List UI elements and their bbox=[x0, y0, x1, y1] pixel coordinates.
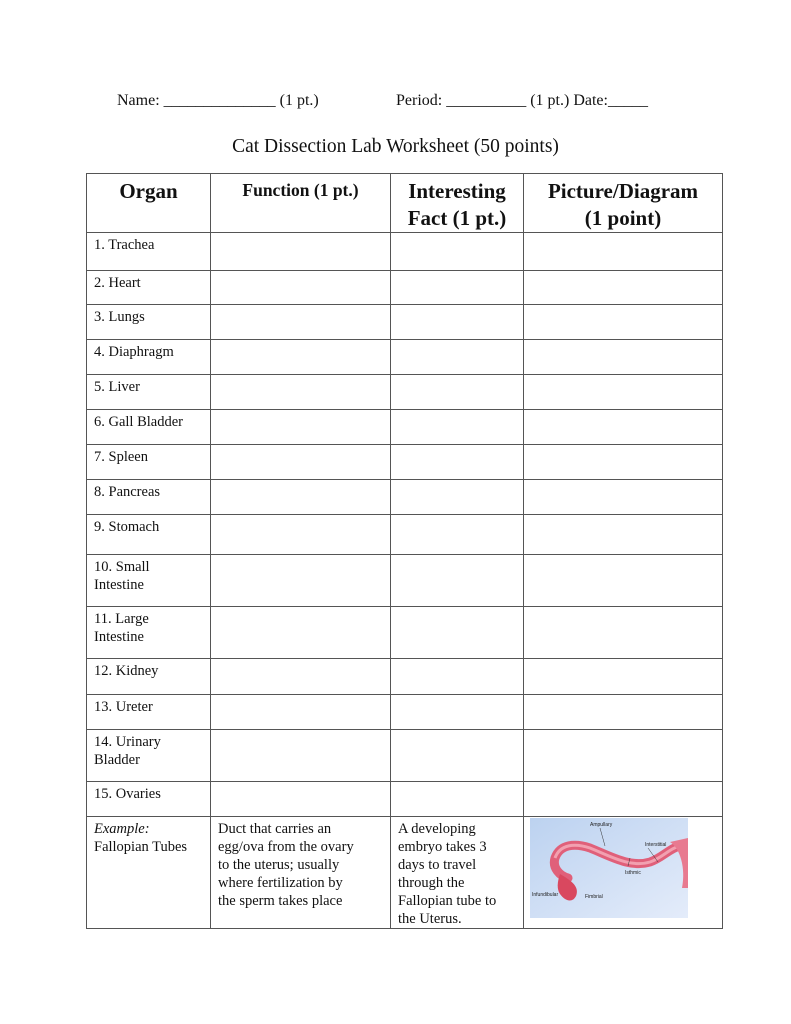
example-function-line: egg/ova from the ovary bbox=[218, 839, 354, 855]
organ-cell bbox=[87, 410, 211, 445]
organ-label: 8. Pancreas bbox=[94, 484, 161, 500]
example-fact-line: A developing bbox=[398, 821, 476, 837]
fact-answer-cell[interactable] bbox=[391, 445, 524, 480]
example-row bbox=[87, 817, 723, 929]
fact-answer-cell[interactable] bbox=[391, 659, 524, 695]
organ-label: 12. Kidney bbox=[94, 663, 159, 679]
fallopian-tube-diagram bbox=[530, 818, 688, 918]
organ-label: 11. Large bbox=[94, 611, 149, 627]
table-row bbox=[87, 730, 723, 782]
table-row bbox=[87, 340, 723, 375]
organ-label: 3. Lungs bbox=[94, 309, 145, 325]
diagram-label: Infundibular bbox=[532, 892, 559, 898]
example-label: Example: bbox=[94, 821, 150, 837]
organ-cell bbox=[87, 730, 211, 782]
table-row bbox=[87, 445, 723, 480]
fact-answer-cell[interactable] bbox=[391, 555, 524, 607]
organ-label: 14. Urinary bbox=[94, 734, 161, 750]
function-answer-cell[interactable] bbox=[211, 730, 391, 782]
diagram-label: Interstitial bbox=[645, 842, 667, 848]
example-function-line: where fertilization by bbox=[218, 875, 343, 891]
organ-cell bbox=[87, 271, 211, 305]
picture-answer-cell[interactable] bbox=[524, 607, 723, 659]
fact-answer-cell[interactable] bbox=[391, 480, 524, 515]
example-fact-cell bbox=[391, 817, 524, 929]
picture-answer-cell[interactable] bbox=[524, 555, 723, 607]
picture-answer-cell[interactable] bbox=[524, 480, 723, 515]
fact-answer-cell[interactable] bbox=[391, 515, 524, 555]
table-row bbox=[87, 480, 723, 515]
function-answer-cell[interactable] bbox=[211, 375, 391, 410]
function-answer-cell[interactable] bbox=[211, 782, 391, 817]
page-title: Cat Dissection Lab Worksheet (50 points) bbox=[232, 136, 559, 157]
organ-cell bbox=[87, 375, 211, 410]
fact-answer-cell[interactable] bbox=[391, 782, 524, 817]
table-row bbox=[87, 607, 723, 659]
table-row bbox=[87, 305, 723, 340]
example-fact-line: the Uterus. bbox=[398, 911, 462, 927]
table-row bbox=[87, 271, 723, 305]
organ-label: 6. Gall Bladder bbox=[94, 414, 183, 430]
picture-answer-cell[interactable] bbox=[524, 410, 723, 445]
example-fact-line: embryo takes 3 bbox=[398, 839, 487, 855]
organ-cell bbox=[87, 340, 211, 375]
function-answer-cell[interactable] bbox=[211, 271, 391, 305]
col-header-organ: Organ bbox=[87, 174, 211, 233]
function-answer-cell[interactable] bbox=[211, 445, 391, 480]
table-row bbox=[87, 782, 723, 817]
organ-label: 2. Heart bbox=[94, 275, 141, 291]
example-function-cell bbox=[211, 817, 391, 929]
picture-answer-cell[interactable] bbox=[524, 375, 723, 410]
table-row bbox=[87, 375, 723, 410]
organ-cell bbox=[87, 695, 211, 730]
example-organ-cell bbox=[87, 817, 211, 929]
organ-label: 1. Trachea bbox=[94, 237, 155, 253]
table-row bbox=[87, 695, 723, 730]
picture-answer-cell[interactable] bbox=[524, 782, 723, 817]
diagram-label: Isthmic bbox=[625, 870, 641, 876]
organ-label: 10. Small bbox=[94, 559, 150, 575]
organ-cell bbox=[87, 233, 211, 271]
organ-label-line2: Intestine bbox=[94, 629, 144, 645]
organ-label-line2: Intestine bbox=[94, 577, 144, 593]
function-answer-cell[interactable] bbox=[211, 515, 391, 555]
function-answer-cell[interactable] bbox=[211, 695, 391, 730]
fact-answer-cell[interactable] bbox=[391, 340, 524, 375]
picture-answer-cell[interactable] bbox=[524, 340, 723, 375]
organ-label: 13. Ureter bbox=[94, 699, 153, 715]
function-answer-cell[interactable] bbox=[211, 555, 391, 607]
organ-label: 4. Diaphragm bbox=[94, 344, 174, 360]
fact-answer-cell[interactable] bbox=[391, 695, 524, 730]
period-date-field-label: Period: __________ (1 pt.) Date:_____ bbox=[396, 92, 648, 109]
function-answer-cell[interactable] bbox=[211, 305, 391, 340]
name-field-label: Name: ______________ (1 pt.) bbox=[117, 92, 319, 109]
function-answer-cell[interactable] bbox=[211, 659, 391, 695]
example-fact-line: Fallopian tube to bbox=[398, 893, 497, 909]
function-answer-cell[interactable] bbox=[211, 480, 391, 515]
diagram-label: Ampullary bbox=[590, 822, 613, 828]
diagram-label: Fimbrial bbox=[585, 894, 603, 900]
fact-answer-cell[interactable] bbox=[391, 607, 524, 659]
picture-answer-cell[interactable] bbox=[524, 233, 723, 271]
fact-answer-cell[interactable] bbox=[391, 233, 524, 271]
function-answer-cell[interactable] bbox=[211, 233, 391, 271]
organ-label-line2: Bladder bbox=[94, 752, 140, 768]
example-picture-cell bbox=[524, 817, 723, 929]
fact-answer-cell[interactable] bbox=[391, 305, 524, 340]
fact-answer-cell[interactable] bbox=[391, 271, 524, 305]
organ-label: 9. Stomach bbox=[94, 519, 160, 535]
organ-label: 7. Spleen bbox=[94, 449, 148, 465]
example-organ: Fallopian Tubes bbox=[94, 839, 188, 855]
col-header-fact: Interesting Fact (1 pt.) bbox=[391, 174, 524, 233]
table-row bbox=[87, 233, 723, 271]
picture-answer-cell[interactable] bbox=[524, 445, 723, 480]
picture-answer-cell[interactable] bbox=[524, 730, 723, 782]
example-fact-line: through the bbox=[398, 875, 465, 891]
table-row bbox=[87, 410, 723, 445]
organ-cell bbox=[87, 607, 211, 659]
organ-cell bbox=[87, 515, 211, 555]
header-row bbox=[87, 174, 723, 233]
picture-answer-cell[interactable] bbox=[524, 271, 723, 305]
organ-cell bbox=[87, 555, 211, 607]
picture-answer-cell[interactable] bbox=[524, 659, 723, 695]
organ-label: 5. Liver bbox=[94, 379, 140, 395]
example-function-line: the sperm takes place bbox=[218, 893, 343, 909]
fact-answer-cell[interactable] bbox=[391, 410, 524, 445]
example-fact-line: days to travel bbox=[398, 857, 477, 873]
function-answer-cell[interactable] bbox=[211, 410, 391, 445]
table-row bbox=[87, 555, 723, 607]
picture-answer-cell[interactable] bbox=[524, 695, 723, 730]
table-row bbox=[87, 659, 723, 695]
worksheet-table bbox=[86, 173, 723, 929]
organ-cell bbox=[87, 480, 211, 515]
organ-label: 15. Ovaries bbox=[94, 786, 161, 802]
col-header-picture: Picture/Diagram (1 point) bbox=[524, 174, 723, 233]
organ-cell bbox=[87, 445, 211, 480]
organ-cell bbox=[87, 782, 211, 817]
function-answer-cell[interactable] bbox=[211, 607, 391, 659]
example-function-line: Duct that carries an bbox=[218, 821, 332, 837]
organ-cell bbox=[87, 305, 211, 340]
col-header-function: Function (1 pt.) bbox=[211, 174, 391, 233]
picture-answer-cell[interactable] bbox=[524, 305, 723, 340]
organ-cell bbox=[87, 659, 211, 695]
example-function-line: to the uterus; usually bbox=[218, 857, 340, 873]
fact-answer-cell[interactable] bbox=[391, 730, 524, 782]
function-answer-cell[interactable] bbox=[211, 340, 391, 375]
fact-answer-cell[interactable] bbox=[391, 375, 524, 410]
picture-answer-cell[interactable] bbox=[524, 515, 723, 555]
table-row bbox=[87, 515, 723, 555]
